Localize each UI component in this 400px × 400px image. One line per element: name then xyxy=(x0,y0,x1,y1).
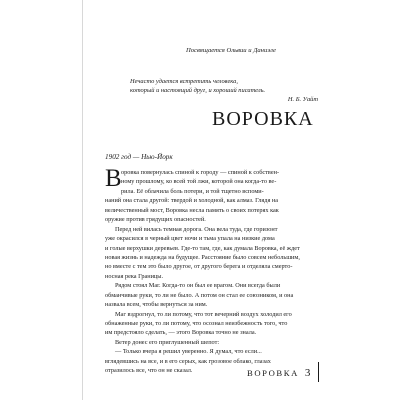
body-line: новая жизнь и надежда на будущее. Расстояние было совсем небольшим, xyxy=(105,253,300,261)
drop-cap-paragraph xyxy=(105,165,326,196)
body-line: обманчивые руки, то ли не было. А потом он стал ее союзником, и она xyxy=(105,291,294,299)
body-line: назвала всем, чтобы вернуться за ним. xyxy=(105,301,208,309)
body-line: оровка повернулась спиной к городу — спиной к собствен- xyxy=(121,169,280,176)
body-line: ному прошлому, ко всей той лжи, которой она когда-то ве- xyxy=(121,178,277,186)
body-line: отразилось все, что он не сказал. xyxy=(105,367,193,375)
epigraph-author: Н. Б. Уайт xyxy=(287,96,318,104)
body-text xyxy=(105,165,326,376)
body-line: величественный мост, Воровка несла память о своих потерях как xyxy=(105,206,279,214)
drop-cap: В xyxy=(105,165,122,192)
page-number: 3 xyxy=(304,367,311,379)
page-footer xyxy=(247,367,310,379)
body-line: им предстояло сделать, — этого Воровка точно не знала. xyxy=(105,329,257,337)
running-title: ВОРОВКА xyxy=(247,368,299,378)
body-line: вглядевшись на все, и в его серых, как грозовое облако, глазах xyxy=(105,357,271,365)
body-line: Рядом стоял Маг. Когда-то он был ее врагом. Они всегда были xyxy=(115,282,281,290)
epigraph-line: Нечасто удается встретить человека, xyxy=(130,78,238,85)
body-line: Перед ней вилась темная дорога. Она вела туда, где горизонт xyxy=(115,225,278,233)
body-line: оружие против грядущих опасностей. xyxy=(105,216,206,224)
body-line: носная река Границы. xyxy=(105,272,164,280)
footer-divider xyxy=(318,362,319,382)
epigraph xyxy=(130,77,320,105)
body-line: — Только вчера я решил уверенно. Я думал, что если... xyxy=(115,348,262,356)
body-line: уже окрасился в черный цвет ночи и тьма упала на низкие дома xyxy=(105,235,275,243)
body-line: наний она стала другой: твердой и холодной, как алмаз. Глядя на xyxy=(105,197,279,205)
dedication: Посвящается Ольвии и Даниэле xyxy=(186,47,276,54)
body-line: но вместе с тем это было другое, от другого берега и отделяла смерто- xyxy=(105,263,293,271)
body-line: Маг вздрогнул, то ли потому, что тот вечерний воздух холодил его xyxy=(115,310,292,318)
epigraph-line: который и настоящий друг, и хороший писатель. xyxy=(130,87,266,95)
body-line: Ветер донес его приглушенный шепот: xyxy=(115,338,220,346)
body-line: и голые верхушки деревьев. Где-то там, где, как думала Воровка, её ждет xyxy=(105,244,300,252)
dateline: 1902 год — Нью-Йорк xyxy=(105,153,173,161)
chapter-title: ВОРОВКА xyxy=(212,108,314,130)
body-line: обнаженные руки, то ли потому, что осознал неизбежность того, что xyxy=(105,320,288,327)
body-line: рила. Её облачила боль потери, и той тщетно вспоми- xyxy=(121,187,264,195)
